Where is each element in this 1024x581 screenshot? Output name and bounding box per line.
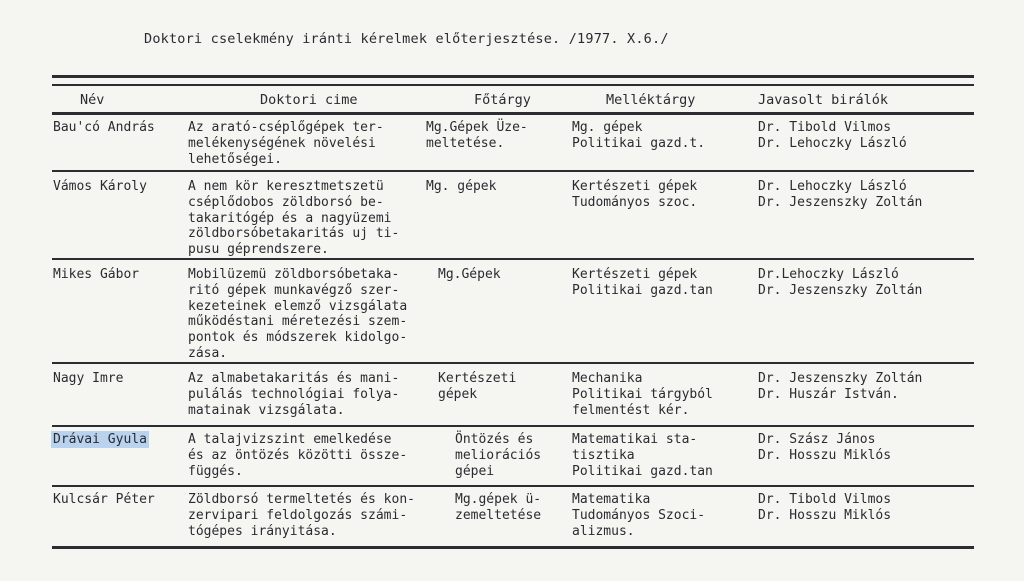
cell-minor-subject: Mechanika Politikai tárgyból felmentést kér. (572, 371, 713, 418)
row-divider (52, 362, 974, 364)
cell-name: Mikes Gábor (53, 267, 140, 282)
table-top-rule-double (52, 84, 974, 86)
table-top-rule (52, 75, 974, 78)
column-header-reviewers: Javasolt birálók (758, 92, 889, 108)
cell-reviewers: Dr. Szász János Dr. Hosszu Miklós (758, 432, 892, 463)
cell-name: Bau'có András (53, 120, 155, 135)
row-divider (52, 425, 974, 427)
row-divider (52, 485, 974, 487)
cell-reviewers: Dr. Lehoczky László Dr. Jeszenszky Zoltán (758, 179, 923, 210)
cell-title: A talajvizszint emelkedése és az öntözés közötti össze- függés. (188, 432, 408, 479)
cell-minor-subject: Mg. gépek Politikai gazd.t. (572, 120, 706, 151)
column-header-name: Név (80, 92, 105, 108)
cell-name: Kulcsár Péter (53, 492, 155, 507)
cell-minor-subject: Matematikai sta- tisztika Politikai gazd.tan (572, 432, 713, 479)
cell-main-subject: Mg.Gépek (438, 267, 501, 282)
header-bottom-rule (52, 112, 974, 115)
cell-reviewers: Dr. Jeszenszky Zoltán Dr. Huszár István. (758, 371, 923, 402)
highlighted-name: Drávai Gyula (53, 432, 147, 447)
cell-reviewers: Dr.Lehoczky László Dr. Jeszenszky Zoltán (758, 267, 923, 298)
cell-minor-subject: Kertészeti gépek Politikai gazd.tan (572, 267, 713, 298)
cell-minor-subject: Kertészeti gépek Tudományos szoc. (572, 179, 698, 210)
document-title: Doktori cselekmény iránti kérelmek előterjesztése. /1977. X.6./ (144, 31, 669, 47)
cell-main-subject: Öntözés és meliorációs gépei (455, 432, 542, 479)
cell-minor-subject: Matematika Tudományos Szoci- alizmus. (572, 492, 706, 539)
row-divider (52, 170, 974, 172)
cell-reviewers: Dr. Tibold Vilmos Dr. Hosszu Miklós (758, 492, 892, 523)
cell-main-subject: Kertészeti gépek (438, 371, 517, 402)
cell-name (53, 432, 149, 448)
cell-title: Az almabetakaritás és mani- pulálás technológiai folya- matainak vizsgálata. (188, 371, 400, 418)
cell-main-subject: Mg.gépek ü- zemeltetése (455, 492, 542, 523)
cell-reviewers: Dr. Tibold Vilmos Dr. Lehoczky László (758, 120, 907, 151)
cell-title: Mobilüzemü zöldborsóbetaka- ritó gépek munkavégző szer- kezeteinek elemző vizsgálata működéstani méretezési szem- pontok és módszerek kidolgo- zása. (188, 267, 408, 361)
cell-name: Vámos Károly (53, 179, 147, 194)
cell-title: A nem kör keresztmetszetü cséplődobos zöldborsó be- takaritógép és a nagyüzemi zöldborsóbetakaritás uj ti- pusu géprendszere. (188, 179, 400, 258)
table-bottom-rule (52, 546, 974, 549)
cell-name: Nagy Imre (53, 371, 124, 386)
cell-main-subject: Mg. gépek (426, 179, 497, 194)
row-divider (52, 258, 974, 260)
column-header-minor-subject: Melléktárgy (606, 92, 696, 108)
column-header-title: Doktori cime (260, 92, 358, 108)
cell-title: Az arató-cséplőgépek ter- melékenységének növelési lehetőségei. (188, 120, 384, 167)
cell-main-subject: Mg.Gépek Üze- meltetése. (426, 120, 528, 151)
cell-title: Zöldborsó termeltetés és kon- zervipari feldolgozás számi- tógépes irányitása. (188, 492, 415, 539)
column-header-main-subject: Főtárgy (474, 92, 531, 108)
